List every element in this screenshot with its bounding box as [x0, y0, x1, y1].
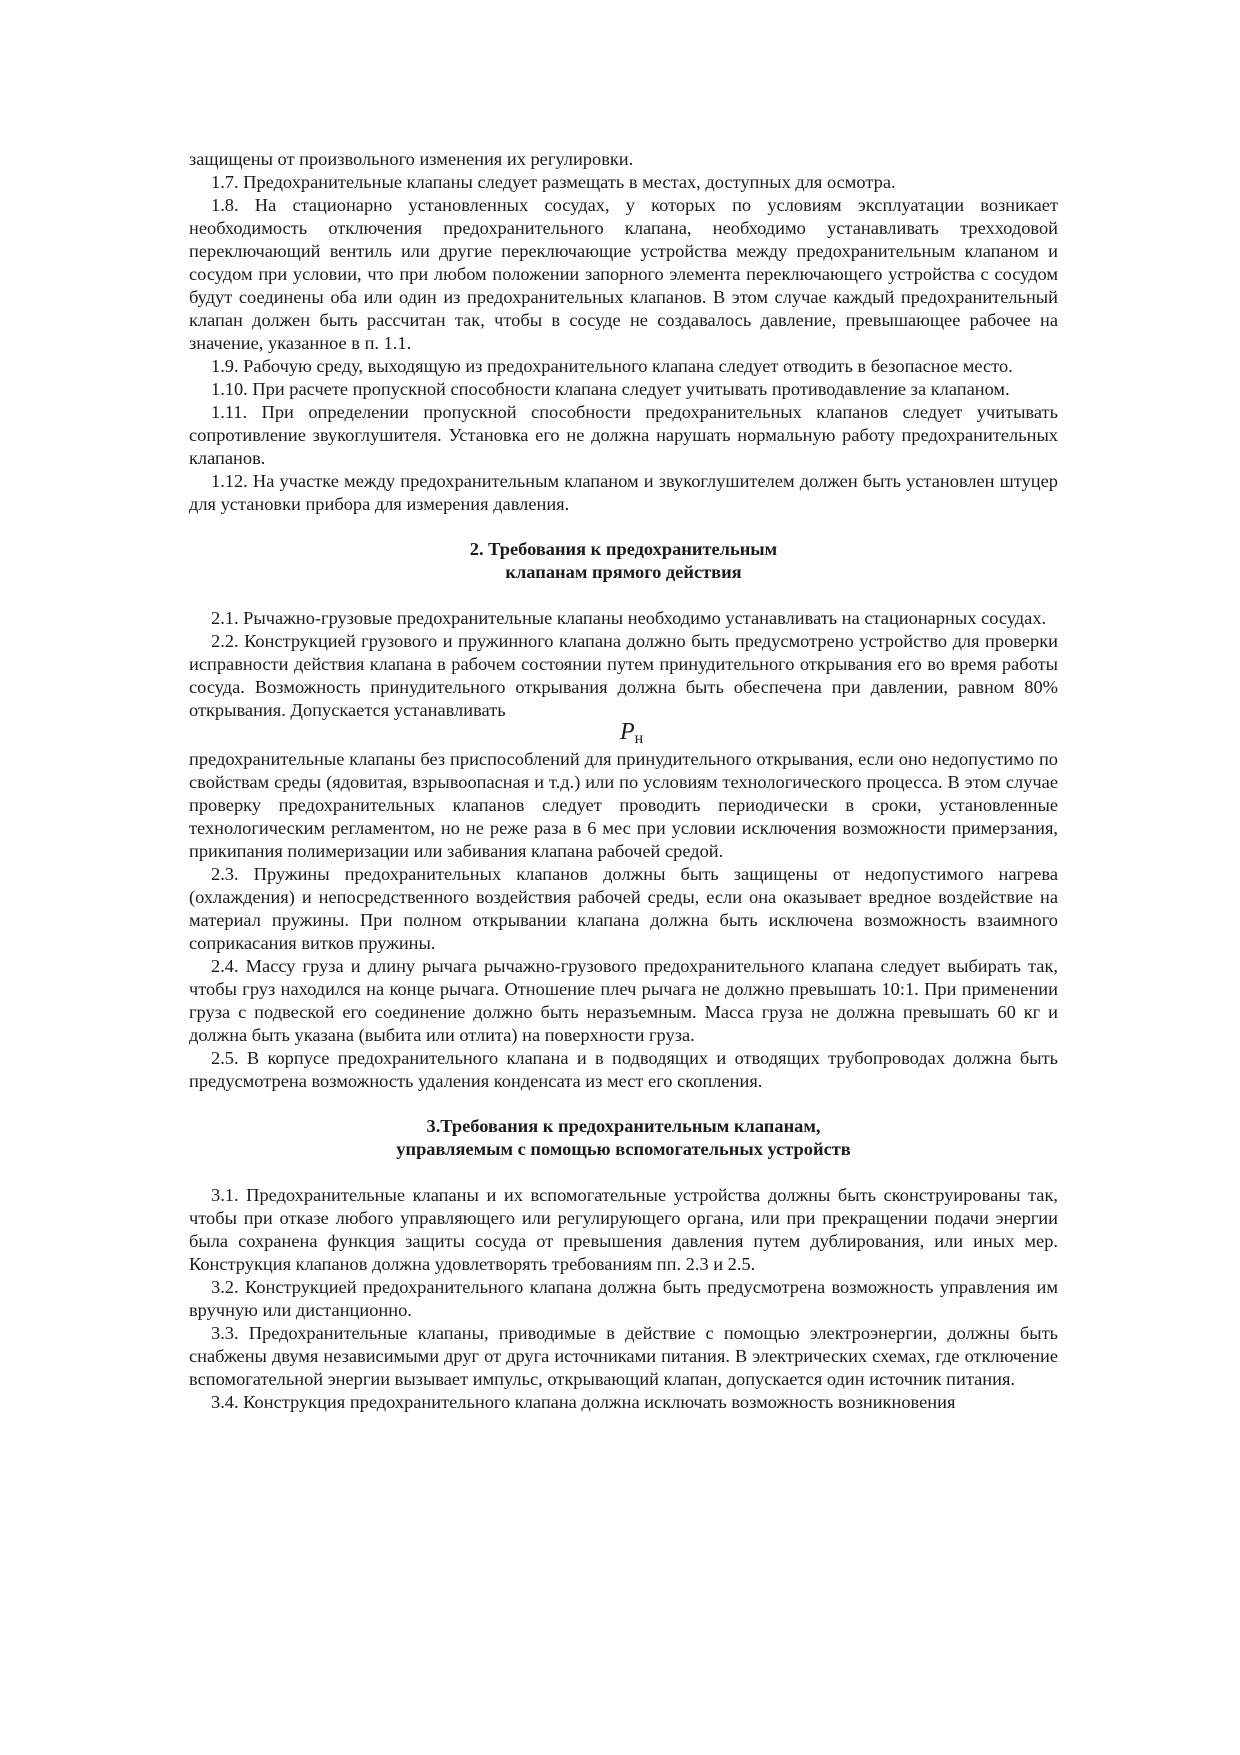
formula-symbol — [620, 719, 643, 752]
paragraph-1-11: 1.11. При определении пропускной способности предохранительных клапанов следует учитывать сопротивление звукоглушителя. Установка его не должна нарушать нормальную работу предохранительных клапанов. — [189, 402, 1058, 468]
document-page — [189, 148, 1058, 1414]
paragraph-2-2-part2: предохранительные клапаны без приспособлений для принудительного открывания, если оно недопустимо по свойствам среды (ядовитая, взрывоопасная и т.д.) или по условиям технологического процесса. В этом случае проверку предохранительных клапанов следует проводить периодически в сроки, установленные технологическим регламентом, но не реже раза в 6 мес при условии исключения возможности примерзания, прикипания полимеризации или забивания клапана рабочей средой. — [189, 749, 1058, 861]
paragraph-2-2-part1: 2.2. Конструкцией грузового и пружинного клапана должно быть предусмотрено устройство для проверки исправности действия клапана в рабочем состоянии путем принудительного открывания его во время работы сосуда. Возможность принудительного открывания должна быть обеспечена при давлении, равном 80% открывания. Допускается устанавливать — [189, 631, 1058, 720]
section-3-heading — [189, 1115, 1058, 1161]
paragraph-3-2: 3.2. Конструкцией предохранительного клапана должна быть предусмотрена возможность управления им вручную или дистанционно. — [189, 1277, 1058, 1320]
paragraph-2-4: 2.4. Массу груза и длину рычага рычажно-грузового предохранительного клапана следует выбирать так, чтобы груз находился на конце рычага. Отношение плеч рычага не должно превышать 10:1. При применении груза с подвеской его соединение должно быть неразъемным. Масса груза не должна превышать 60 кг и должна быть указана (выбита или отлита) на поверхности груза. — [189, 956, 1058, 1045]
paragraph-1-10: 1.10. При расчете пропускной способности клапана следует учитывать противодавление за клапаном. — [211, 379, 1010, 399]
formula-p-n — [189, 719, 1058, 748]
section-3-heading-line1: 3.Требования к предохранительным клапанам, — [426, 1116, 821, 1136]
paragraph-2-3: 2.3. Пружины предохранительных клапанов должны быть защищены от недопустимого нагрева (охлаждения) и непосредственного воздействия рабочей среды, если она оказывает вредное воздействие на материал пружины. При полном открывании клапана должна быть исключена возможность взаимного соприкасания витков пружины. — [189, 864, 1058, 953]
paragraph-3-4: 3.4. Конструкция предохранительного клапана должна исключать возможность возникновения — [211, 1392, 956, 1412]
formula-symbol-letter: P — [620, 719, 635, 745]
formula-subscript: н — [634, 730, 644, 747]
paragraph-1-12: 1.12. На участке между предохранительным клапаном и звукоглушителем должен быть установлен штуцер для установки прибора для измерения давления. — [189, 471, 1058, 514]
section-2-heading-line1: 2. Требования к предохранительным — [469, 539, 778, 559]
paragraph-1-9: 1.9. Рабочую среду, выходящую из предохранительного клапана следует отводить в безопасное место. — [211, 356, 1013, 376]
paragraph-3-1: 3.1. Предохранительные клапаны и их вспомогательные устройства должны быть сконструированы так, чтобы при отказе любого управляющего или регулирующего органа, или при прекращении подачи энергии была сохранена функция защиты сосуда от превышения давления путем дублирования, или иных мер. Конструкция клапанов должна удовлетворять требованиям пп. 2.3 и 2.5. — [189, 1185, 1058, 1274]
paragraph-1-8: 1.8. На стационарно установленных сосудах, у которых по условиям эксплуатации возникает необходимость отключения предохранительного клапана, необходимо устанавливать трехходовой переключающий вентиль или другие переключающие устройства между предохранительным клапаном и сосудом при условии, что при любом положении запорного элемента переключающего устройства с сосудом будут соединены оба или один из предохранительных клапанов. В этом случае каждый предохранительный клапан должен быть рассчитан так, чтобы в сосуде не создавалось давление, превышающее рабочее на значение, указанное в п. 1.1. — [189, 195, 1058, 353]
section-2-heading — [189, 538, 1058, 584]
paragraph-3-3: 3.3. Предохранительные клапаны, приводимые в действие с помощью электроэнергии, должны быть снабжены двумя независимыми друг от друга источниками питания. В электрических схемах, где отключение вспомогательной энергии вызывает импульс, открывающий клапан, допускается один источник питания. — [189, 1323, 1058, 1389]
paragraph-2-5: 2.5. В корпусе предохранительного клапана и в подводящих и отводящих трубопроводах должна быть предусмотрена возможность удаления конденсата из мест его скопления. — [189, 1048, 1058, 1091]
section-3-heading-line2: управляемым с помощью вспомогательных устройств — [396, 1139, 851, 1159]
paragraph-intro: защищены от произвольного изменения их регулировки. — [189, 149, 634, 169]
paragraph-1-7: 1.7. Предохранительные клапаны следует размещать в местах, доступных для осмотра. — [211, 172, 896, 192]
paragraph-2-1: 2.1. Рычажно-грузовые предохранительные клапаны необходимо устанавливать на стационарных сосудах. — [211, 608, 1047, 628]
section-2-heading-line2: клапанам прямого действия — [505, 562, 742, 582]
